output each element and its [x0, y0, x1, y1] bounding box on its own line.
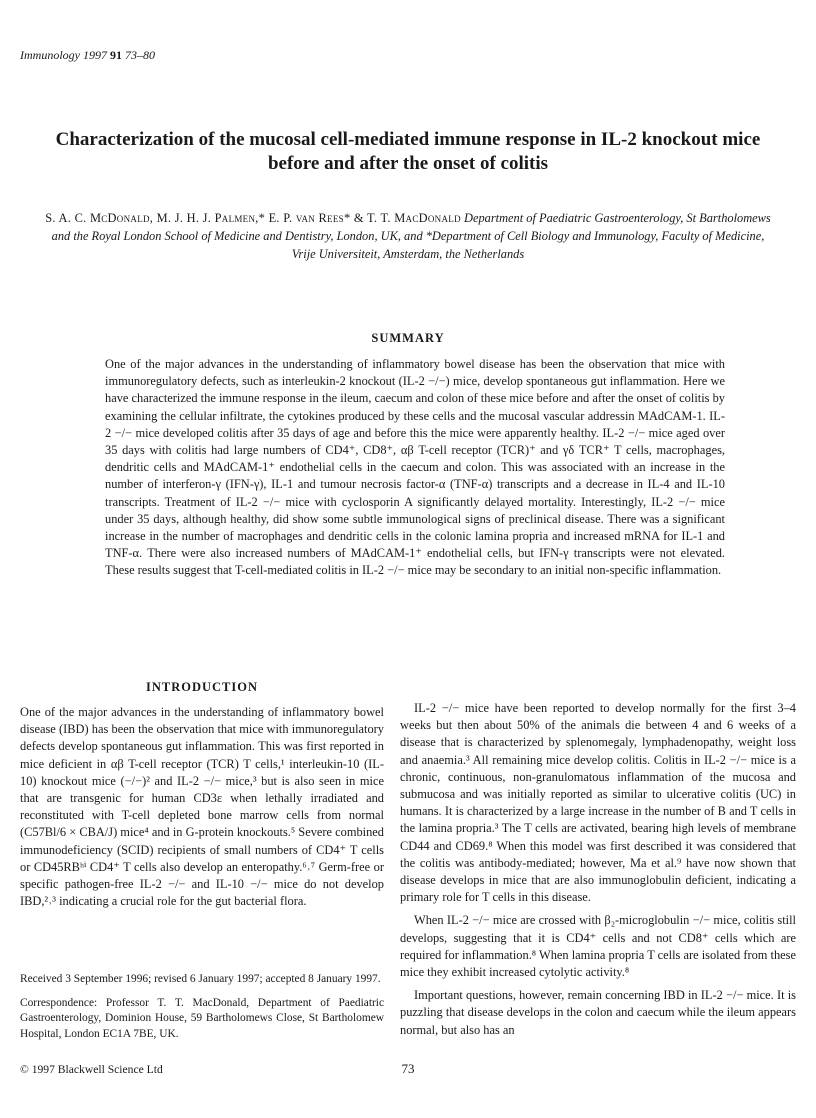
footnotes: [20, 972, 384, 1050]
summary-text: One of the major advances in the understanding of inflammatory bowel disease has been the observation that mice with immunoregulatory defects, such as interleukin-2 knockout (IL-2 −/−) mice, develop spontaneous gut inflammation. Here we have characterized the immune response in the ileum, caecum and colon of these mice before and after the onset of colitis by examining the cellular infiltrate, the cytokines produced by these cells and the mucosal vascular addressin MAdCAM-1. IL-2 −/− mice developed colitis after 35 days of age and before this the mice were apparently healthy. IL-2 −/− mice aged over 35 days with colitis had large numbers of CD4⁺, CD8⁺, αβ T-cell receptor (TCR)⁺ and γδ TCR⁺ T cells, macrophages, dendritic cells and MAdCAM-1⁺ endothelial cells in the caecum and colon. This was associated with an increase in the number of interferon-γ (IFN-γ), IL-1 and tumour necrosis factor-α (TNF-α) transcripts and a decrease in IL-4 and IL-10 transcripts. Treatment of IL-2 −/− mice with cyclosporin A significantly delayed mortality. Interestingly, IL-2 −/− mice under 35 days, although healthy, did show some subtle immunological signs of preclinical disease. There was a significant increase in the number of macrophages and dendritic cells in the colonic lamina propria and increased mRNA for IL-1 and TNF-α. There were also increased numbers of MAdCAM-1⁺ endothelial cells, but IFN-γ transcripts were not elevated. These results suggest that T-cell-mediated colitis in IL-2 −/− mice may be secondary to an initial non-specific inflammation.: [105, 357, 725, 578]
journal-year: 1997: [83, 48, 107, 62]
received-dates: Received 3 September 1996; revised 6 January 1997; accepted 8 January 1997.: [20, 973, 381, 985]
introduction-right-text: [400, 700, 796, 1039]
journal-name: Immunology: [20, 48, 80, 62]
journal-volume: 91: [110, 48, 122, 62]
paragraph: IL-2 −/− mice have been reported to develop normally for the first 3–4 weeks but then about 50% of the animals die between 4 and 6 weeks of a disease that is characterized by splenomegaly, lymphadenopathy, weight loss and anaemia.³ All remaining mice develop colitis. Colitis in IL-2 −/− mice is a chronic, continuous, non-granulomatous inflammation of the mucosa and submucosa and was initially reported as similar to ulcerative colitis (UC) in humans. It is characterized by a large increase in the number of B and T cells in the lamina propria.³ The T cells are activated, bearing high levels of membrane CD44 and CD69.⁸ When this model was first described it was considered that the colitis was antibody-mediated; however, Ma et al.⁹ have now shown that disease develops in mice that are also immunoglobulin deficient, indicating a primary role for T cells in this disease.: [400, 701, 796, 905]
author-affiliation: Department of Paediatric Gastroenterology, St Bartholomews and the Royal London School of Medicine and Dentistry, London, UK, and *Department of Cell Biology and Immunology, Faculty of Medicine, Vrije Universiteit, Amsterdam, the Netherlands: [51, 211, 771, 261]
paragraph: Important questions, however, remain concerning IBD in IL-2 −/− mice. It is puzzling that disease develops in the colon and caecum while the ileum appears normal, but also has an: [400, 988, 796, 1037]
right-column: [400, 700, 796, 1045]
author-block: [40, 209, 776, 263]
page-number: 73: [401, 1061, 415, 1076]
author-names: S. A. C. McDonald, M. J. H. J. Palmen,* E. P. van Rees* & T. T. MacDonald: [45, 211, 461, 225]
introduction-heading: INTRODUCTION: [145, 680, 258, 694]
correspondence-address: Correspondence: Professor T. T. MacDonald, Department of Paediatric Gastroenterology, Dominion House, 59 Bartholomews Close, St Bartholomew Hospital, London EC1A 7BE, UK.: [20, 996, 384, 1040]
paragraph: When IL-2 −/− mice are crossed with β₂-microglobulin −/− mice, colitis still develops, suggesting that it is CD4⁺ cells and not CD8⁺ cells which are required for inflammation.⁸ When lamina propria T cells are isolated from these mice they exhibit increased cytolytic activity.⁸: [400, 913, 796, 980]
journal-pages: 73–80: [125, 48, 155, 62]
copyright-notice: © 1997 Blackwell Science Ltd: [20, 1063, 163, 1076]
article-title: Characterization of the mucosal cell-mediated immune response in IL-2 knockout mice before and after the onset of colitis: [55, 129, 761, 174]
journal-citation: [20, 48, 155, 63]
introduction-left-text: [20, 704, 384, 910]
summary-heading: SUMMARY: [371, 331, 445, 345]
left-column: [20, 680, 384, 916]
paragraph: One of the major advances in the understanding of inflammatory bowel disease (IBD) has been the observation that mice with immunoregulatory defects develop spontaneous gut inflammation. This was first reported in mice deficient in αβ T-cell receptor (TCR) T cells,¹ interleukin-10 (IL-10) knockout mice (−/−)² and IL-2 −/− mice,³ but is also seen in mice that are transgenic for human CD3ε when lethally irradiated and reconstituted with T-cell depleted bone marrow cells from normal (C57Bl/6 × CBA/J) mice⁴ and in G-protein knockouts.⁵ Severe combined immunodeficiency (SCID) recipients of small numbers of CD4⁺ T cells or CD45RBʰⁱ CD4⁺ T cells also develop an enteropathy.⁶˒⁷ Germ-free or specific pathogen-free IL-2 −/− and IL-10 −/− mice do not develop IBD,²˒³ indicating a crucial role for the gut bacterial flora.: [20, 705, 384, 909]
